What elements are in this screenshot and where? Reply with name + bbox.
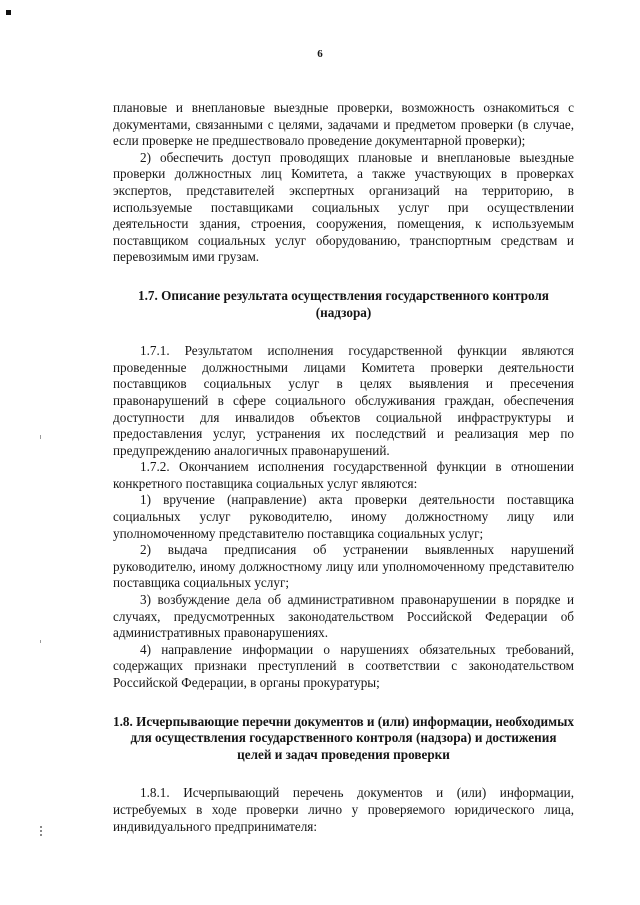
paragraph-continuation: плановые и внеплановые выездные проверки, возможность ознакомиться с документами, связанными с целями, задачами и предметом проверки (в случае, если проверке не предшествовало проведение документарной проверки); (113, 100, 574, 149)
section-heading-1-7: 1.7. Описание результата осуществления государственного контроля (надзора) (138, 287, 549, 320)
paragraph-1-7-2: 1.7.2. Окончанием исполнения государственной функции в отношении конкретного поставщика социальных услуг являются: (113, 459, 574, 491)
paragraph-item-4: 4) направление информации о нарушениях обязательных требований, содержащих признаки преступлений в соответствии с законодательством Российской Федерации, в органы прокуратуры; (113, 641, 574, 690)
scan-margin-mark (40, 826, 42, 838)
paragraph-1-8-1: 1.8.1. Исчерпывающий перечень документов и (или) информации, истребуемых в ходе проверки лично у проверяемого юридического лица, индивидуального предпринимателя: (113, 785, 574, 834)
paragraph-item-2: 2) выдача предписания об устранении выявленных нарушений руководителю, иному должностному лицу или уполномоченному представителю поставщика социальных услуг; (113, 542, 574, 591)
paragraph-item-2: 2) обеспечить доступ проводящих плановые и внеплановые выездные проверки должностных лиц Комитета, а также участвующих в проверках экспертов, представителей экспертных организаций на территорию, в используемые поставщиками социальных услуг при осуществлении деятельности здания, строения, сооружения, помещения, к используемым поставщиком социальных услуг оборудованию, транспортным средствам и перевозимым ими грузам. (113, 149, 574, 265)
document-body (113, 100, 574, 835)
paragraph-item-3: 3) возбуждение дела об административном правонарушении в порядке и случаях, предусмотренных законодательством Российской Федерации об административных правонарушениях. (113, 592, 574, 641)
section-heading-1-8: 1.8. Исчерпывающие перечни документов и (или) информации, необходимых для осуществления государственного контроля (надзора) и достижения целей и задач проведения проверки (113, 713, 574, 762)
page-number: 6 (317, 48, 323, 60)
paragraph-1-7-1: 1.7.1. Результатом исполнения государственной функции являются проведенные должностными лицами Комитета проверки деятельности поставщиков социальных услуг в целях выявления и пресечения правонарушений в сфере социального обслуживания граждан, обеспечения доступности для инвалидов объектов социальной инфраструктуры и предоставления услуг, устранения их последствий и реализация мер по предупреждению аналогичных правонарушений. (113, 343, 574, 458)
scan-margin-mark (40, 640, 41, 643)
paragraph-item-1: 1) вручение (направление) акта проверки деятельности поставщика социальных услуг руководителю, иному должностному лицу или уполномоченному представителю поставщика социальных услуг; (113, 492, 574, 541)
scan-corner-mark (6, 10, 11, 15)
scan-margin-mark (40, 435, 41, 439)
